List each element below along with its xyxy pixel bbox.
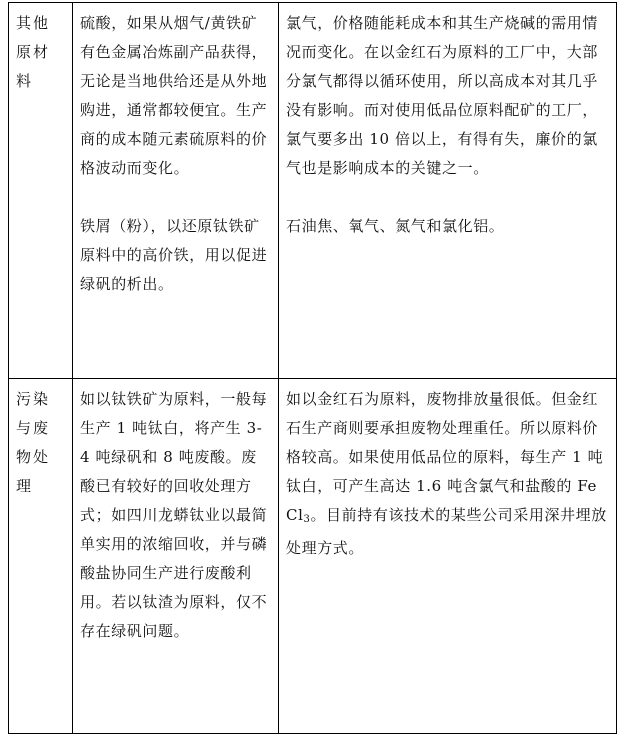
sulfate-waste-cell (73, 379, 279, 734)
row-label-cell (9, 379, 73, 734)
chloride-process-cell (279, 3, 617, 379)
table-row-pollution (9, 379, 617, 734)
comparison-table (8, 2, 617, 734)
chlorine-paragraph: 氯气，价格随能耗成本和其生产烧碱的需用情况而变化。在以金红石为原料的工厂中，大部分氯气都得以循环使用，所以高成本对其几乎没有影响。而对使用低品位原料配矿的工厂，氯气要多出 10 倍以上，有得有失，廉价的氯气也是影响成本的关键之一。 (286, 14, 599, 177)
paragraph-gap (286, 183, 609, 212)
sulfate-process-cell (73, 3, 279, 379)
iron-scrap-paragraph: 铁屑（粉），以还原钛铁矿原料中的高价铁，用以促进绿矾的析出。 (80, 217, 268, 293)
sulfate-waste-paragraph: 如以钛铁矿为原料，一般每生产 1 吨钛白，将产生 3-4 吨绿矾和 8 吨废酸。废酸已有较好的回收处理方式；如四川龙蟒钛业以最简单实用的浓缩回收，并与磷酸盐协同生产进行废酸利用。若以钛渣为原料，仅不存在绿矾问题。 (80, 390, 268, 640)
chloride-waste-paragraph (286, 385, 609, 563)
chloride-waste-cell (279, 379, 617, 734)
fecl3-subscript: 3 (303, 514, 311, 525)
chloride-waste-text: 如以金红石为原料，废物排放量很低。但金红石生产商则要承担废物处理重任。所以原料价格较高。如果使用低品位的原料，每生产 1 吨钛白，可产生高达 1.6 吨含氯气和盐酸的 FeCl (286, 390, 604, 524)
table-row-raw-materials (9, 3, 617, 379)
row-label: 污染与废物处理 (16, 390, 51, 495)
row-label-cell (9, 3, 73, 379)
chloride-waste-text-end: 。目前持有该技术的某些公司采用深井埋放处理方式。 (286, 506, 607, 557)
row-label: 其他原材料 (16, 14, 51, 90)
other-materials-paragraph: 石油焦、氧气、氮气和氯化铝。 (286, 217, 505, 235)
paragraph-gap (80, 183, 271, 212)
sulfuric-acid-paragraph: 硫酸，如果从烟气/黄铁矿有色金属冶炼副产品获得，无论是当地供给还是从外地购进，通常都较便宜。生产商的成本随元素硫原料的价格波动而变化。 (80, 14, 268, 177)
